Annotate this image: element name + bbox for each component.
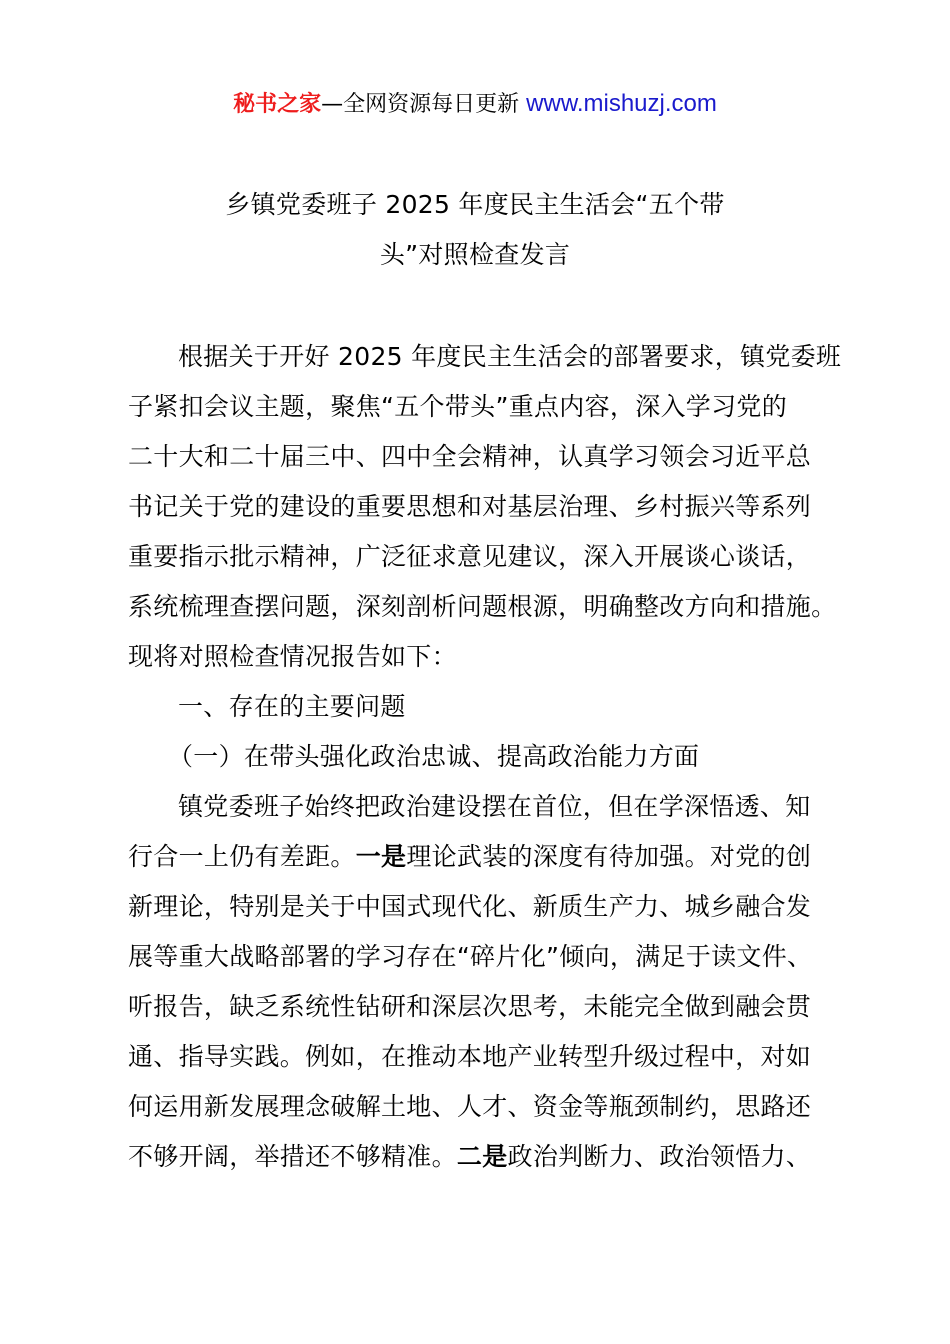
emphasis-second: 二是 [456,1142,508,1171]
paragraph-line: 何运用新发展理念破解土地、人才、资金等瓶颈制约，思路还 [128,1092,812,1121]
paragraph-line: 新理论，特别是关于中国式现代化、新质生产力、城乡融合发 [128,892,812,921]
paragraph-line: 通、指导实践。例如，在推动本地产业转型升级过程中，对如 [128,1042,812,1071]
paragraph-line: 系统梳理查摆问题，深刻剖析问题根源，明确整改方向和措施。 [128,592,837,621]
paragraph-line: 听报告，缺乏系统性钻研和深层次思考，未能完全做到融会贯 [128,992,812,1021]
paragraph-line: 二十大和二十届三中、四中全会精神，认真学习领会习近平总 [128,442,812,471]
site-banner [0,88,950,121]
title-line-2: 头”对照检查发言 [379,240,571,269]
text-run: 不够开阔，举措还不够精准。 [128,1142,457,1171]
title-line-1: 乡镇党委班子 2025 年度民主生活会“五个带 [225,190,725,219]
section-heading: 一、存在的主要问题 [178,692,406,721]
document-title [100,180,850,280]
paragraph-line: 重要指示批示精神，广泛征求意见建议，深入开展谈心谈话， [128,542,812,571]
emphasis-first: 一是 [355,842,407,871]
subsection-heading: （一）在带头强化政治忠诚、提高政治能力方面 [168,742,700,771]
brand-name: 秘书之家 [233,92,322,117]
banner-tagline: —全网资源每日更新 [321,92,520,117]
document-body [128,332,848,1182]
site-url-link[interactable]: www.mishuzj.com [526,90,717,117]
paragraph-line: 镇党委班子始终把政治建设摆在首位，但在学深悟透、知 [178,792,811,821]
paragraph-line [128,832,848,882]
paragraph-line: 子紧扣会议主题，聚焦“五个带头”重点内容，深入学习党的 [128,392,788,421]
text-run: 政治判断力、政治领悟力、 [507,1142,812,1171]
text-run: 行合一上仍有差距。 [128,842,356,871]
paragraph-line: 展等重大战略部署的学习存在“碎片化”倾向，满足于读文件、 [128,942,813,971]
paragraph-line: 现将对照检查情况报告如下： [128,642,457,671]
paragraph-line: 根据关于开好 2025 年度民主生活会的部署要求，镇党委班 [178,342,842,371]
text-run: 理论武装的深度有待加强。对党的创 [406,842,812,871]
paragraph-line: 书记关于党的建设的重要思想和对基层治理、乡村振兴等系列 [128,492,812,521]
paragraph-line [128,1132,848,1182]
